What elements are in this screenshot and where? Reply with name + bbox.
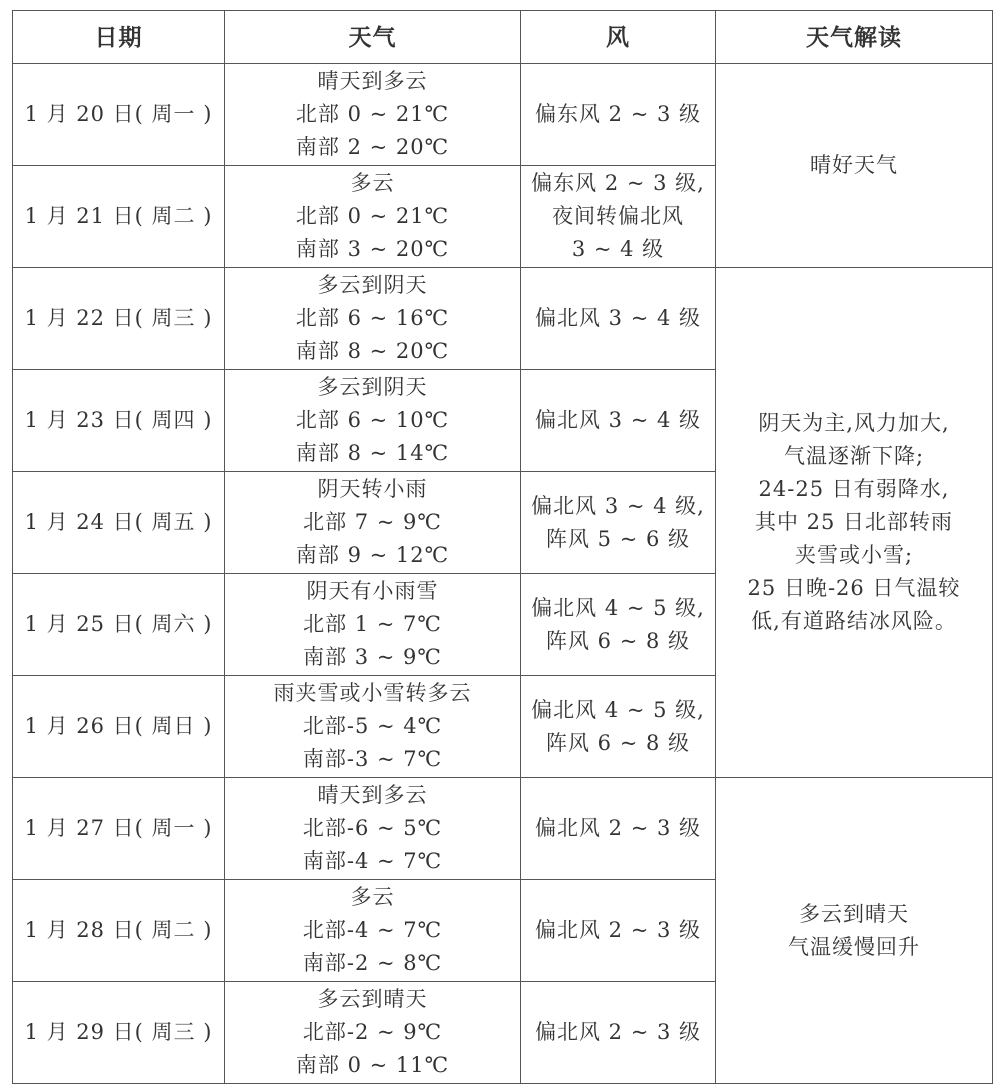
wind-cell — [521, 472, 716, 574]
north-temperature: 北部 6 ~ 16℃ — [295, 306, 450, 330]
wind-line: 偏北风 2 ~ 3 级 — [534, 918, 702, 942]
date-cell: 1 月 20 日( 周一 ) — [13, 64, 225, 166]
north-temperature: 北部-6 ~ 5℃ — [302, 816, 443, 840]
date-cell: 1 月 27 日( 周一 ) — [13, 778, 225, 880]
north-temperature: 北部 6 ~ 10℃ — [295, 408, 450, 432]
interpretation-line: 晴好天气 — [810, 153, 898, 177]
wind-line: 夜间转偏北风 — [552, 204, 684, 228]
date-cell: 1 月 29 日( 周三 ) — [13, 982, 225, 1084]
south-temperature: 南部 3 ~ 9℃ — [303, 645, 442, 669]
header-wind: 风 — [521, 11, 716, 64]
weather-condition: 多云到阴天 — [317, 375, 428, 399]
interpretation-cell — [716, 778, 993, 1084]
forecast-row — [13, 268, 993, 370]
wind-line: 3 ~ 4 级 — [571, 237, 665, 261]
forecast-table-wrapper — [12, 10, 993, 1084]
south-temperature: 南部 2 ~ 20℃ — [295, 135, 450, 159]
interpretation-line: 夹雪或小雪; — [794, 543, 914, 567]
header-interpretation: 天气解读 — [716, 11, 993, 64]
wind-line: 偏东风 2 ~ 3 级, — [531, 171, 705, 195]
south-temperature: 南部 3 ~ 20℃ — [295, 237, 450, 261]
wind-line: 偏北风 3 ~ 4 级 — [534, 408, 702, 432]
south-temperature: 南部 8 ~ 14℃ — [295, 441, 450, 465]
wind-line: 偏北风 3 ~ 4 级, — [531, 493, 705, 518]
interpretation-cell — [716, 268, 993, 778]
wind-line: 偏北风 2 ~ 3 级 — [534, 1020, 702, 1044]
date-cell: 1 月 21 日( 周二 ) — [13, 166, 225, 268]
weather-cell — [225, 166, 521, 268]
weather-condition: 多云到阴天 — [317, 273, 428, 297]
wind-cell — [521, 370, 716, 472]
wind-line: 阵风 5 ~ 6 级 — [545, 526, 691, 551]
wind-line: 偏北风 4 ~ 5 级, — [531, 595, 705, 620]
wind-line: 偏东风 2 ~ 3 级 — [534, 102, 702, 126]
wind-cell — [521, 166, 716, 268]
weather-cell — [225, 778, 521, 880]
weather-cell — [225, 676, 521, 778]
north-temperature: 北部 0 ~ 21℃ — [295, 204, 450, 228]
header-weather: 天气 — [225, 11, 521, 64]
weather-cell — [225, 880, 521, 982]
interpretation-line: 气温缓慢回升 — [788, 934, 920, 959]
north-temperature: 北部-5 ~ 4℃ — [302, 714, 443, 738]
forecast-row — [13, 778, 993, 880]
interpretation-line: 低,有道路结冰风险。 — [751, 609, 957, 633]
interpretation-line: 气温逐渐下降; — [783, 444, 925, 468]
interpretation-line: 24-25 日有弱降水, — [758, 477, 950, 501]
south-temperature: 南部-2 ~ 8℃ — [302, 951, 443, 975]
south-temperature: 南部-3 ~ 7℃ — [302, 747, 443, 771]
weather-cell — [225, 472, 521, 574]
wind-cell — [521, 268, 716, 370]
weather-condition: 晴天到多云 — [317, 783, 428, 807]
wind-line: 偏北风 3 ~ 4 级 — [534, 306, 702, 330]
weather-forecast-table — [12, 10, 993, 1084]
forecast-body — [13, 64, 993, 1084]
interpretation-line: 多云到晴天 — [799, 901, 909, 926]
weather-cell — [225, 370, 521, 472]
weather-condition: 多云 — [350, 171, 395, 195]
date-cell: 1 月 25 日( 周六 ) — [13, 574, 225, 676]
weather-condition: 阴天转小雨 — [317, 477, 428, 501]
forecast-row — [13, 64, 993, 166]
date-cell: 1 月 22 日( 周三 ) — [13, 268, 225, 370]
weather-cell — [225, 982, 521, 1084]
weather-condition: 雨夹雪或小雪转多云 — [273, 681, 472, 705]
north-temperature: 北部-4 ~ 7℃ — [302, 918, 443, 942]
wind-cell — [521, 574, 716, 676]
wind-cell — [521, 778, 716, 880]
south-temperature: 南部 8 ~ 20℃ — [295, 339, 450, 363]
north-temperature: 北部 0 ~ 21℃ — [295, 102, 450, 126]
weather-condition: 多云 — [350, 885, 395, 909]
weather-cell — [225, 64, 521, 166]
header-date: 日期 — [13, 11, 225, 64]
south-temperature: 南部-4 ~ 7℃ — [302, 849, 443, 873]
header-row — [13, 11, 993, 64]
weather-condition: 阴天有小雨雪 — [306, 579, 439, 603]
wind-line: 偏北风 4 ~ 5 级, — [531, 697, 705, 722]
interpretation-line: 其中 25 日北部转雨 — [754, 510, 954, 534]
weather-cell — [225, 268, 521, 370]
weather-cell — [225, 574, 521, 676]
north-temperature: 北部 7 ~ 9℃ — [303, 510, 442, 534]
south-temperature: 南部 0 ~ 11℃ — [295, 1053, 450, 1077]
wind-cell — [521, 982, 716, 1084]
wind-cell — [521, 880, 716, 982]
interpretation-line: 阴天为主,风力加大, — [758, 411, 950, 435]
wind-line: 阵风 6 ~ 8 级 — [545, 628, 691, 653]
date-cell: 1 月 26 日( 周日 ) — [13, 676, 225, 778]
interpretation-line: 25 日晚-26 日气温较 — [747, 576, 961, 600]
weather-condition: 多云到晴天 — [317, 987, 428, 1011]
interpretation-cell — [716, 64, 993, 268]
south-temperature: 南部 9 ~ 12℃ — [295, 543, 450, 567]
wind-cell — [521, 676, 716, 778]
weather-condition: 晴天到多云 — [317, 69, 428, 93]
north-temperature: 北部-2 ~ 9℃ — [302, 1020, 443, 1044]
wind-line: 阵风 6 ~ 8 级 — [545, 730, 691, 755]
date-cell: 1 月 24 日( 周五 ) — [13, 472, 225, 574]
date-cell: 1 月 23 日( 周四 ) — [13, 370, 225, 472]
wind-cell — [521, 64, 716, 166]
date-cell: 1 月 28 日( 周二 ) — [13, 880, 225, 982]
wind-line: 偏北风 2 ~ 3 级 — [534, 816, 702, 840]
north-temperature: 北部 1 ~ 7℃ — [303, 612, 442, 636]
